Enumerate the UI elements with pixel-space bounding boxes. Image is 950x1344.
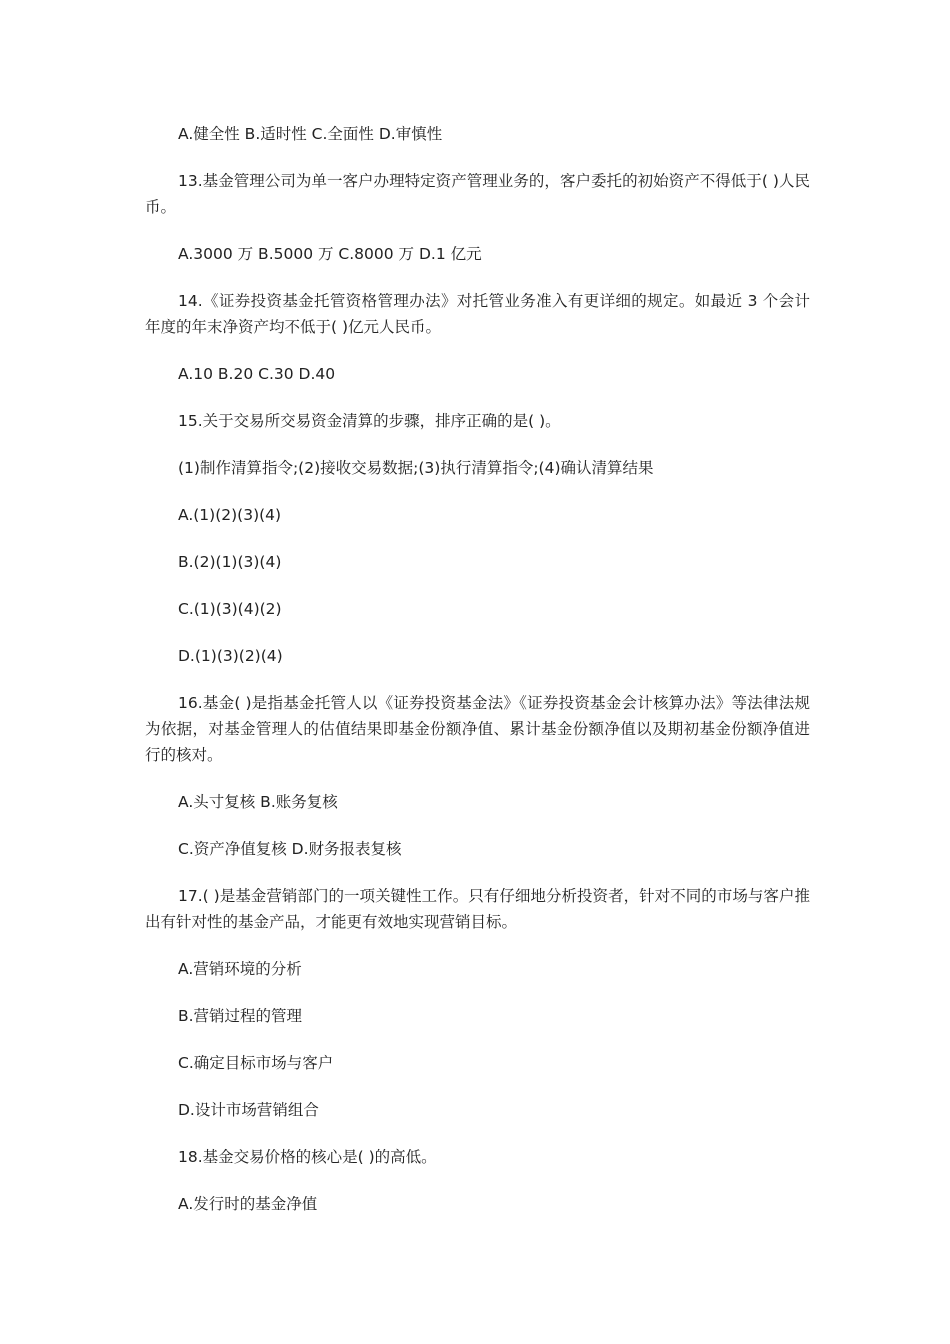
question-16: 16.基金( )是指基金托管人以《证券投资基金法》《证券投资基金会计核算办法》等法律法规为依据，对基金管理人的估值结果即基金份额净值、累计基金份额净值以及期初基金份额净值进行的核对。 — [145, 694, 810, 764]
option-line-cd-q16: C.资产净值复核 D.财务报表复核 — [178, 840, 402, 858]
question-14: 14.《证券投资基金托管资格管理办法》对托管业务准入有更详细的规定。如最近 3 个会计年度的年末净资产均不低于( )亿元人民币。 — [145, 292, 810, 336]
option-b-q17: B.营销过程的管理 — [178, 1007, 303, 1025]
option-c-q17: C.确定目标市场与客户 — [178, 1054, 334, 1072]
option-line-q14: A.10 B.20 C.30 D.40 — [178, 365, 336, 383]
document-body — [145, 121, 810, 1238]
option-a-q17: A.营销环境的分析 — [178, 960, 302, 978]
option-c-q15: C.(1)(3)(4)(2) — [178, 600, 282, 618]
option-a-q18: A.发行时的基金净值 — [178, 1195, 318, 1213]
question-17: 17.( )是基金营销部门的一项关键性工作。只有仔细地分析投资者，针对不同的市场与客户推出有针对性的基金产品，才能更有效地实现营销目标。 — [145, 887, 810, 931]
option-b-q15: B.(2)(1)(3)(4) — [178, 553, 282, 571]
option-line-q13: A.3000 万 B.5000 万 C.8000 万 D.1 亿元 — [178, 245, 482, 263]
question-15: 15.关于交易所交易资金清算的步骤，排序正确的是( )。 — [178, 412, 561, 430]
option-line-q12: A.健全性 B.适时性 C.全面性 D.审慎性 — [178, 125, 443, 143]
option-d-q17: D.设计市场营销组合 — [178, 1101, 319, 1119]
question-15-steps: (1)制作清算指令;(2)接收交易数据;(3)执行清算指令;(4)确认清算结果 — [178, 459, 654, 477]
option-a-q15: A.(1)(2)(3)(4) — [178, 506, 282, 524]
question-18: 18.基金交易价格的核心是( )的高低。 — [178, 1148, 437, 1166]
option-line-ab-q16: A.头寸复核 B.账务复核 — [178, 793, 338, 811]
question-13: 13.基金管理公司为单一客户办理特定资产管理业务的，客户委托的初始资产不得低于( )人民币。 — [145, 172, 810, 216]
option-d-q15: D.(1)(3)(2)(4) — [178, 647, 283, 665]
